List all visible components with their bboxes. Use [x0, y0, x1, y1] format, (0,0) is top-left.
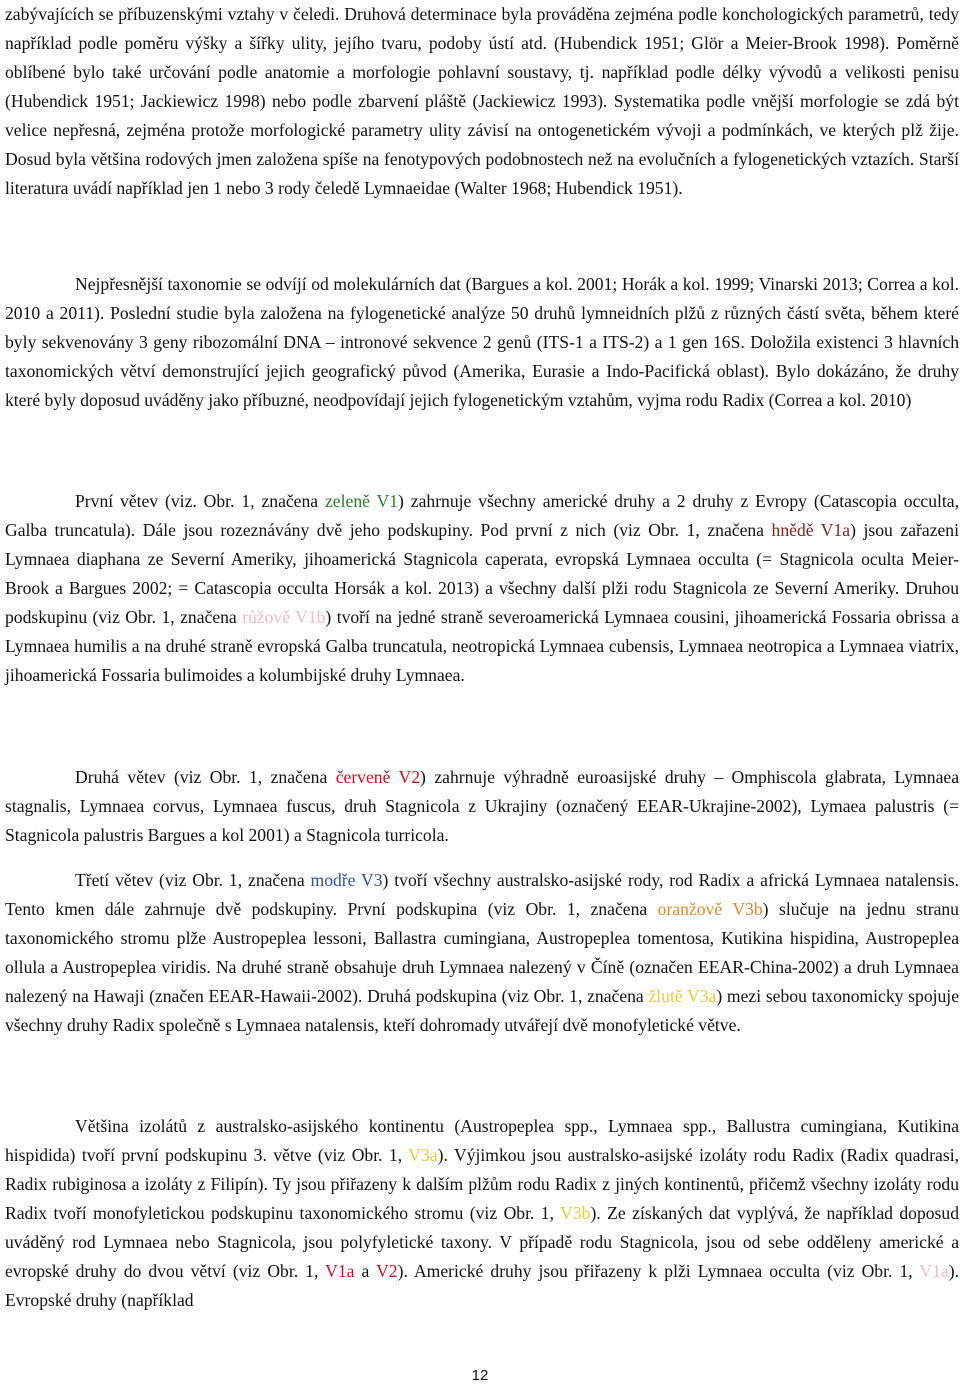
label-v3-blue: modře V3 [310, 870, 383, 890]
paragraph-molecular-taxonomy: Nejpřesnější taxonomie se odvíjí od molekulárních dat (Bargues a kol. 2001; Horák a kol. 1999; Vinarski 2013; Correa a kol. 2010 a 2011). Poslední studie byla založena na fylogenetické analýze 50 druhů lymneidních plžů z různých částí světa, během které byly sekvenovány 3 geny ribozomální DNA – intronové sekvence 2 genů (ITS-1 a ITS-2) a 1 gen 16S. Doložila existenci 3 hlavních taxonomických větví demonstrující jejich geografický původ (Amerika, Eurasie a Indo-Pacifická oblast). Bylo dokázáno, že druhy které byly doposud uváděny jako příbuzné, neodpovídají jejich fylogenetickým vztahům, vyjma rodu Radix (Correa a kol. 2010) [5, 274, 959, 410]
page-number: 12 [471, 1367, 489, 1384]
label-v1a-red: V1a [325, 1261, 355, 1281]
paragraph-second-branch: Druhá větev (viz Obr. 1, značena červeně V2) zahrnuje výhradně euroasijské druhy – Omphiscola glabrata, Lymnaea stagnalis, Lymnaea corvus, Lymnaea fuscus, druh Stagnicola z Ukrajiny (označený EEAR-Ukrajine-2002), Lymaea palustris (= Stagnicola palustris Bargues a kol 2001) a Stagnicola turricola. [5, 767, 960, 845]
paragraph-first-branch: První větev (viz. Obr. 1, značena zeleně V1) zahrnuje všechny americké druhy a 2 druhy z Evropy (Catascopia occulta, Galba truncatula). Dále jsou rozeznávány dvě jeho podskupiny. Pod první z nich (viz Obr. 1, značena hnědě V1a) jsou zařazeni Lymnaea diaphana ze Severní Ameriky, jihoamerická Stagnicola caperata, evropská Lymnaea occulta (= Stagnicola oculta Meier-Brook a Bargues 2002; = Catascopia occulta Horsák a kol. 2013) a všechny další plži rodu Stagnicola ze Severní Ameriky. Druhou podskupinu (viz Obr. 1, značena růžově V1b) tvoří na jedné straně severoamerická Lymnaea cousini, jihoamerická Fossaria obrissa a Lymnaea humilis a na druhé straně evropská Galba truncatula, neotropická Lymnaea cubensis, Lymnaea neotropica a Lymnaea viatrix, jihoamerická Fossaria bulimoides a kolumbijské druhy Lymnaea. [5, 491, 959, 685]
label-v1a-brown: hnědě V1a [771, 520, 851, 540]
label-v3a-yellow: žlutě V3a [648, 986, 717, 1006]
label-v1b-pink: růžově V1b [242, 607, 326, 627]
paragraph-systematics-history: zabývajících se příbuzenskými vztahy v čeledi. Druhová determinace byla prováděna zejména podle konchologických parametrů, tedy například podle poměru výšky a šířky ulity, jejího tvaru, podoby ústí atd. (Hubendick 1951; Glör a Meier-Brook 1998). Poměrně oblíbené bylo také určování podle anatomie a morfologie pohlavní soustavy, tj. například podle délky vývodů a velikosti penisu (Hubendick 1951; Jackiewicz 1998) nebo podle zbarvení pláště (Jackiewicz 1993). Systematika podle vnější morfologie se zdá být velice nepřesná, zejména protože morfologické parametry ulity závisí na ontogenetickém vývoji a podmínkách, ve kterých plž žije. Dosud byla většina rodových jmen založena spíše na fenotypových podobnostech než na evolučních a fylogenetických vztazích. Starší literatura uvádí například jen 1 nebo 3 rody čeledě Lymnaeidae (Walter 1968; Hubendick 1951). [5, 4, 959, 198]
label-v3a-yellow: V3a [408, 1145, 438, 1165]
label-v2-red: červeně V2 [335, 767, 421, 787]
label-v3b-orange: oranžově V3b [657, 899, 763, 919]
paragraph-third-branch: Třetí větev (viz Obr. 1, značena modře V3) tvoří všechny australsko-asijské rody, rod Radix a africká Lymnaea natalensis. Tento kmen dále zahrnuje dvě podskupiny. První podskupina (viz Obr. 1, značena oranžově V3b) slučuje na jednu stranu taxonomického stromu plže Austropeplea lessoni, Ballastra cumingiana, Austropeplea tomentosa, Kutikina hispidina, Austropeplea ollula a Austropeplea viridis. Na druhé straně obsahuje druh Lymnaea nalezený v Číně (označen EEAR-China-2002) a druh Lymnaea nalezený na Hawaji (značen EEAR-Hawaii-2002). Druhá podskupina (viz Obr. 1, značena žlutě V3a) mezi sebou taxonomicky spojuje všechny druhy Radix společně s Lymnaea natalensis, kteří dohromady utvářejí dvě monofyletické větve. [5, 870, 960, 1035]
paragraph-isolates: Většina izolátů z australsko-asijského kontinentu (Austropeplea spp., Lymnaea spp., Ballustra cumingiana, Kutikina hispidida) tvoří první podskupinu 3. větve (viz Obr. 1, V3a). Výjimkou jsou australsko-asijské izoláty rodu Radix (Radix quadrasi, Radix rubiginosa a izoláty z Filipín). Ty jsou přiřazeny k dalším plžům rodu Radix z jiných kontinentů, přičemž všechny izoláty rodu Radix tvoří monofyletickou podskupinu taxonomického stromu (viz Obr. 1, V3b). Ze získaných dat vyplývá, že například doposud uváděný rod Lymnaea nebo Stagnicola, jsou polyfyletické taxony. V případě rodu Stagnicola, jsou od sebe odděleny americké a evropské druhy do dvou větví (viz Obr. 1, V1a a V2). Americké druhy jsou přiřazeny k plži Lymnaea occulta (viz Obr. 1, V1a). Evropské druhy (například [5, 1116, 959, 1310]
label-v1a-pink: V1a [919, 1261, 949, 1281]
label-v2-red: V2 [376, 1261, 398, 1281]
label-v1-green: zeleně V1 [325, 491, 399, 511]
label-v3b-yellow: V3b [560, 1203, 591, 1223]
